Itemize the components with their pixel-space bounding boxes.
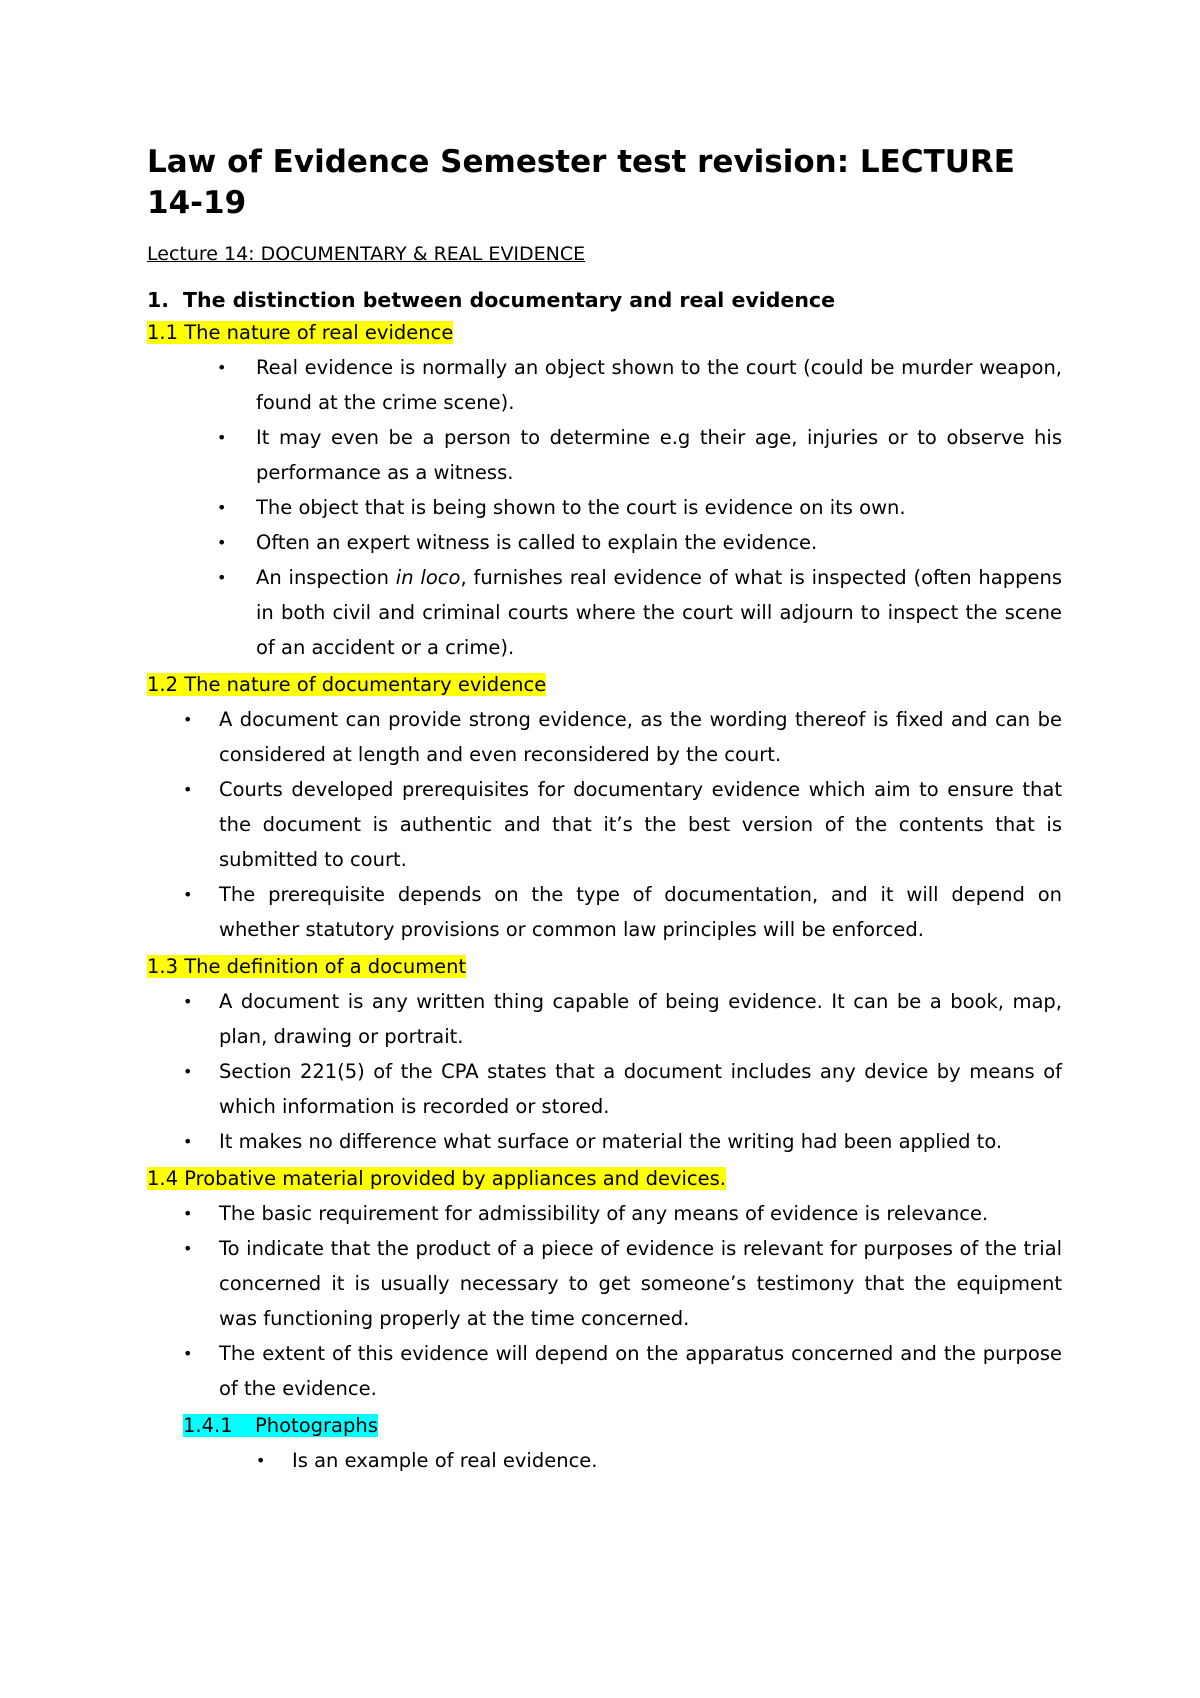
list-item-text: A document can provide strong evidence, as the wording thereof is fixed and can be considered at length and even reconsidered by the court.: [219, 708, 1062, 766]
subsection-1-3-title: 1.3 The definition of a document: [147, 955, 467, 978]
bullet-icon: •: [183, 992, 193, 1011]
list-item: [147, 877, 1062, 947]
list-item-text: It makes no difference what surface or material the writing had been applied to.: [219, 1130, 1003, 1153]
list-item-text: Real evidence is normally an object shown to the court (could be murder weapon, found at the crime scene).: [256, 356, 1062, 414]
subsection-1-1-title: 1.1 The nature of real evidence: [147, 321, 454, 344]
bullet-icon: •: [217, 428, 227, 447]
bullet-icon: •: [217, 568, 227, 587]
subsection-1-4-1-title: Photographs: [255, 1414, 378, 1437]
bullet-icon: •: [183, 1062, 193, 1081]
list-item: [147, 1443, 1062, 1478]
subsection-1-2-title: 1.2 The nature of documentary evidence: [147, 673, 547, 696]
subsection-1-4-1-number: 1.4.1: [183, 1414, 233, 1437]
bullet-icon: •: [217, 358, 227, 377]
subsection-1-3-list: [147, 984, 1062, 1159]
list-item: [147, 525, 1062, 560]
section-1-number: 1.: [147, 288, 170, 312]
lecture-heading: Lecture 14: DOCUMENTARY & REAL EVIDENCE: [147, 243, 586, 265]
subsection-1-4-1-highlight: [183, 1414, 378, 1437]
list-item-text: A document is any written thing capable of being evidence. It can be a book, map, plan, drawing or portrait.: [219, 990, 1062, 1048]
bullet-icon: •: [217, 533, 227, 552]
list-item-text: The object that is being shown to the court is evidence on its own.: [256, 496, 906, 519]
bullet-icon: •: [183, 1204, 193, 1223]
subsection-1-1-heading: [147, 315, 1062, 350]
subsection-1-4-list: [147, 1196, 1062, 1406]
subsection-1-4-1-list: [147, 1443, 1062, 1478]
bullet-icon: •: [256, 1451, 266, 1470]
list-item: [147, 1196, 1062, 1231]
subsection-1-2-list: [147, 702, 1062, 947]
list-item: [147, 490, 1062, 525]
list-item-text: It may even be a person to determine e.g their age, injuries or to observe his performance as a witness.: [256, 426, 1062, 484]
list-item-text: , furnishes real evidence of what is inspected (often happens in both civil and criminal courts where the court will adjourn to inspect the scene of an accident or a crime).: [256, 566, 1062, 659]
list-item: [147, 1231, 1062, 1336]
italic-term: in loco: [395, 566, 461, 589]
list-item: [147, 702, 1062, 772]
subsection-1-4-heading: [147, 1161, 1062, 1196]
bullet-icon: •: [217, 498, 227, 517]
subsection-1-4-1-heading: [147, 1408, 1062, 1443]
subsection-1-3-heading: [147, 949, 1062, 984]
subsection-1-4-title: 1.4 Probative material provided by appliances and devices.: [147, 1167, 727, 1190]
bullet-icon: •: [183, 710, 193, 729]
list-item: [147, 1054, 1062, 1124]
list-item: [147, 560, 1062, 665]
subsection-1-1-list: [147, 350, 1062, 665]
bullet-icon: •: [183, 1132, 193, 1151]
section-1-heading: [147, 287, 1062, 313]
list-item: [147, 984, 1062, 1054]
bullet-icon: •: [183, 1344, 193, 1363]
list-item-text: Section 221(5) of the CPA states that a document includes any device by means of which information is recorded or stored.: [219, 1060, 1062, 1118]
bullet-icon: •: [183, 1239, 193, 1258]
list-item-text: Is an example of real evidence.: [292, 1449, 598, 1472]
list-item: [147, 1336, 1062, 1406]
list-item-text: To indicate that the product of a piece of evidence is relevant for purposes of the trial concerned it is usually necessary to get someone’s testimony that the equipment was functioning properly at the time concerned.: [219, 1237, 1062, 1330]
subsection-1-2-heading: [147, 667, 1062, 702]
bullet-icon: •: [183, 780, 193, 799]
list-item: [147, 772, 1062, 877]
list-item-text: The prerequisite depends on the type of documentation, and it will depend on whether statutory provisions or common law principles will be enforced.: [219, 883, 1062, 941]
list-item-text: The basic requirement for admissibility of any means of evidence is relevance.: [219, 1202, 989, 1225]
section-1-title: The distinction between documentary and real evidence: [183, 288, 835, 312]
document-title: Law of Evidence Semester test revision: LECTURE 14-19: [147, 144, 1015, 221]
bullet-icon: •: [183, 885, 193, 904]
list-item: [147, 350, 1062, 420]
list-item-text: Courts developed prerequisites for documentary evidence which aim to ensure that the document is authentic and that it’s the best version of the contents that is submitted to court.: [219, 778, 1062, 871]
list-item-text: An inspection: [256, 566, 396, 589]
list-item-text: Often an expert witness is called to explain the evidence.: [256, 531, 818, 554]
list-item: [147, 1124, 1062, 1159]
document-body: [147, 142, 1062, 1478]
list-item-text: The extent of this evidence will depend on the apparatus concerned and the purpose of the evidence.: [219, 1342, 1062, 1400]
list-item: [147, 420, 1062, 490]
